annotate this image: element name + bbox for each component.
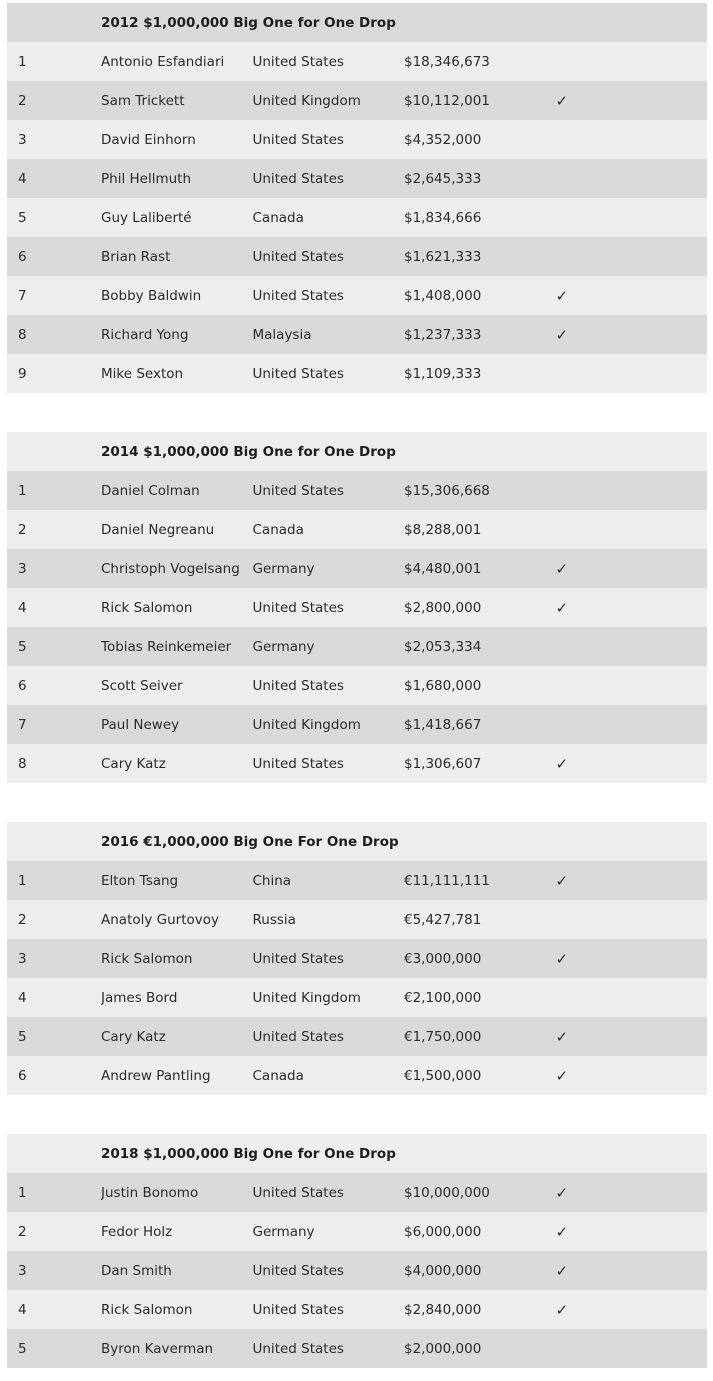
results-table-2014 — [7, 432, 707, 783]
player-cell: Daniel Negreanu — [101, 510, 253, 549]
place-cell: 2 — [7, 1212, 101, 1251]
player-cell: Mike Sexton — [101, 354, 253, 393]
place-cell: 3 — [7, 939, 101, 978]
place-cell: 3 — [7, 120, 101, 159]
prize-cell: $1,237,333 — [404, 315, 556, 354]
table-row — [7, 978, 707, 1017]
place-cell: 4 — [7, 978, 101, 1017]
check-icon — [556, 510, 708, 549]
results-table-2016 — [7, 822, 707, 1095]
country-cell: United States — [253, 939, 405, 978]
player-cell: Justin Bonomo — [101, 1173, 253, 1212]
player-cell: Phil Hellmuth — [101, 159, 253, 198]
place-cell: 2 — [7, 81, 101, 120]
check-icon: ✓ — [556, 939, 708, 978]
check-icon: ✓ — [556, 1212, 708, 1251]
place-cell: 6 — [7, 237, 101, 276]
place-cell: 4 — [7, 1290, 101, 1329]
player-cell: Paul Newey — [101, 705, 253, 744]
player-cell: Cary Katz — [101, 1017, 253, 1056]
check-icon: ✓ — [556, 861, 708, 900]
check-icon: ✓ — [556, 1173, 708, 1212]
place-cell: 7 — [7, 705, 101, 744]
prize-cell: $1,306,607 — [404, 744, 556, 783]
country-cell: United States — [253, 42, 405, 81]
table-row — [7, 1212, 707, 1251]
country-cell: Canada — [253, 1056, 405, 1095]
country-cell: United States — [253, 666, 405, 705]
prize-cell: $1,418,667 — [404, 705, 556, 744]
table-row — [7, 81, 707, 120]
prize-cell: $2,800,000 — [404, 588, 556, 627]
country-cell: Russia — [253, 900, 405, 939]
place-cell: 4 — [7, 159, 101, 198]
place-cell: 5 — [7, 198, 101, 237]
table-row — [7, 588, 707, 627]
player-cell: Scott Seiver — [101, 666, 253, 705]
country-cell: United Kingdom — [253, 978, 405, 1017]
country-cell: United States — [253, 1251, 405, 1290]
check-icon — [556, 666, 708, 705]
table-row — [7, 900, 707, 939]
prize-cell: $1,621,333 — [404, 237, 556, 276]
table-row — [7, 198, 707, 237]
country-cell: United States — [253, 1329, 405, 1368]
place-cell: 8 — [7, 744, 101, 783]
place-cell: 5 — [7, 1329, 101, 1368]
check-icon — [556, 1329, 708, 1368]
table-title: 2016 €1,000,000 Big One For One Drop — [101, 822, 707, 861]
table-title-row — [7, 1134, 707, 1173]
table-title: 2012 $1,000,000 Big One for One Drop — [101, 3, 707, 42]
prize-cell: $15,306,668 — [404, 471, 556, 510]
check-icon: ✓ — [556, 549, 708, 588]
player-cell: David Einhorn — [101, 120, 253, 159]
table-row — [7, 1173, 707, 1212]
place-cell: 1 — [7, 1173, 101, 1212]
table-row — [7, 42, 707, 81]
country-cell: Canada — [253, 198, 405, 237]
prize-cell: $8,288,001 — [404, 510, 556, 549]
player-cell: Fedor Holz — [101, 1212, 253, 1251]
country-cell: United States — [253, 276, 405, 315]
place-cell: 4 — [7, 588, 101, 627]
player-cell: Anatoly Gurtovoy — [101, 900, 253, 939]
player-cell: Guy Laliberté — [101, 198, 253, 237]
table-row — [7, 1290, 707, 1329]
country-cell: Germany — [253, 1212, 405, 1251]
check-icon — [556, 471, 708, 510]
table-title-row — [7, 822, 707, 861]
results-table-2018 — [7, 1134, 707, 1368]
table-row — [7, 1251, 707, 1290]
table-row — [7, 1056, 707, 1095]
place-cell: 6 — [7, 666, 101, 705]
table-row — [7, 549, 707, 588]
place-cell: 5 — [7, 627, 101, 666]
prize-cell: $2,053,334 — [404, 627, 556, 666]
place-cell: 3 — [7, 549, 101, 588]
table-row — [7, 744, 707, 783]
check-icon: ✓ — [556, 1290, 708, 1329]
player-cell: Bobby Baldwin — [101, 276, 253, 315]
place-cell: 5 — [7, 1017, 101, 1056]
table-row — [7, 1017, 707, 1056]
country-cell: United States — [253, 120, 405, 159]
table-row — [7, 627, 707, 666]
prize-cell: €3,000,000 — [404, 939, 556, 978]
check-icon — [556, 198, 708, 237]
player-cell: Rick Salomon — [101, 939, 253, 978]
place-cell: 3 — [7, 1251, 101, 1290]
place-cell: 1 — [7, 861, 101, 900]
check-icon — [556, 237, 708, 276]
check-icon: ✓ — [556, 588, 708, 627]
prize-cell: $2,000,000 — [404, 1329, 556, 1368]
player-cell: Richard Yong — [101, 315, 253, 354]
prize-cell: $4,000,000 — [404, 1251, 556, 1290]
country-cell: United States — [253, 1290, 405, 1329]
check-icon — [556, 900, 708, 939]
check-icon — [556, 42, 708, 81]
prize-cell: €11,111,111 — [404, 861, 556, 900]
prize-cell: $1,408,000 — [404, 276, 556, 315]
prize-cell: $10,112,001 — [404, 81, 556, 120]
place-cell: 1 — [7, 42, 101, 81]
table-title-row — [7, 432, 707, 471]
country-cell: Germany — [253, 627, 405, 666]
table-title: 2014 $1,000,000 Big One for One Drop — [101, 432, 707, 471]
table-row — [7, 237, 707, 276]
check-icon — [556, 627, 708, 666]
player-cell: Byron Kaverman — [101, 1329, 253, 1368]
country-cell: United States — [253, 744, 405, 783]
place-cell: 1 — [7, 471, 101, 510]
country-cell: United States — [253, 1017, 405, 1056]
check-icon: ✓ — [556, 315, 708, 354]
player-cell: Sam Trickett — [101, 81, 253, 120]
prize-cell: $18,346,673 — [404, 42, 556, 81]
place-cell: 7 — [7, 276, 101, 315]
table-row — [7, 471, 707, 510]
table-row — [7, 120, 707, 159]
check-icon: ✓ — [556, 744, 708, 783]
player-cell: Rick Salomon — [101, 588, 253, 627]
check-icon — [556, 120, 708, 159]
prize-cell: $10,000,000 — [404, 1173, 556, 1212]
check-icon: ✓ — [556, 1056, 708, 1095]
table-row — [7, 276, 707, 315]
country-cell: Malaysia — [253, 315, 405, 354]
player-cell: Antonio Esfandiari — [101, 42, 253, 81]
check-icon — [556, 705, 708, 744]
place-cell: 8 — [7, 315, 101, 354]
country-cell: United States — [253, 354, 405, 393]
country-cell: United States — [253, 471, 405, 510]
prize-cell: $4,352,000 — [404, 120, 556, 159]
table-row — [7, 705, 707, 744]
player-cell: Dan Smith — [101, 1251, 253, 1290]
country-cell: United Kingdom — [253, 81, 405, 120]
player-cell: Andrew Pantling — [101, 1056, 253, 1095]
table-title: 2018 $1,000,000 Big One for One Drop — [101, 1134, 707, 1173]
prize-cell: $2,840,000 — [404, 1290, 556, 1329]
country-cell: United States — [253, 159, 405, 198]
country-cell: Germany — [253, 549, 405, 588]
prize-cell: $4,480,001 — [404, 549, 556, 588]
check-icon: ✓ — [556, 1251, 708, 1290]
table-row — [7, 315, 707, 354]
table-row — [7, 861, 707, 900]
results-table-2012 — [7, 3, 707, 393]
place-cell: 2 — [7, 900, 101, 939]
prize-cell: $2,645,333 — [404, 159, 556, 198]
table-row — [7, 354, 707, 393]
place-cell: 6 — [7, 1056, 101, 1095]
check-icon — [556, 978, 708, 1017]
table-row — [7, 666, 707, 705]
table-row — [7, 159, 707, 198]
check-icon — [556, 354, 708, 393]
table-title-row — [7, 3, 707, 42]
prize-cell: €2,100,000 — [404, 978, 556, 1017]
table-row — [7, 510, 707, 549]
country-cell: United States — [253, 588, 405, 627]
country-cell: United States — [253, 237, 405, 276]
check-icon: ✓ — [556, 276, 708, 315]
place-cell: 2 — [7, 510, 101, 549]
country-cell: Canada — [253, 510, 405, 549]
player-cell: James Bord — [101, 978, 253, 1017]
player-cell: Rick Salomon — [101, 1290, 253, 1329]
player-cell: Daniel Colman — [101, 471, 253, 510]
table-row — [7, 939, 707, 978]
country-cell: China — [253, 861, 405, 900]
check-icon: ✓ — [556, 1017, 708, 1056]
player-cell: Elton Tsang — [101, 861, 253, 900]
place-cell: 9 — [7, 354, 101, 393]
player-cell: Tobias Reinkemeier — [101, 627, 253, 666]
check-icon — [556, 159, 708, 198]
player-cell: Cary Katz — [101, 744, 253, 783]
prize-cell: $6,000,000 — [404, 1212, 556, 1251]
country-cell: United Kingdom — [253, 705, 405, 744]
prize-cell: €1,500,000 — [404, 1056, 556, 1095]
player-cell: Brian Rast — [101, 237, 253, 276]
prize-cell: $1,109,333 — [404, 354, 556, 393]
check-icon: ✓ — [556, 81, 708, 120]
prize-cell: €1,750,000 — [404, 1017, 556, 1056]
country-cell: United States — [253, 1173, 405, 1212]
player-cell: Christoph Vogelsang — [101, 549, 253, 588]
table-row — [7, 1329, 707, 1368]
prize-cell: $1,680,000 — [404, 666, 556, 705]
prize-cell: $1,834,666 — [404, 198, 556, 237]
prize-cell: €5,427,781 — [404, 900, 556, 939]
